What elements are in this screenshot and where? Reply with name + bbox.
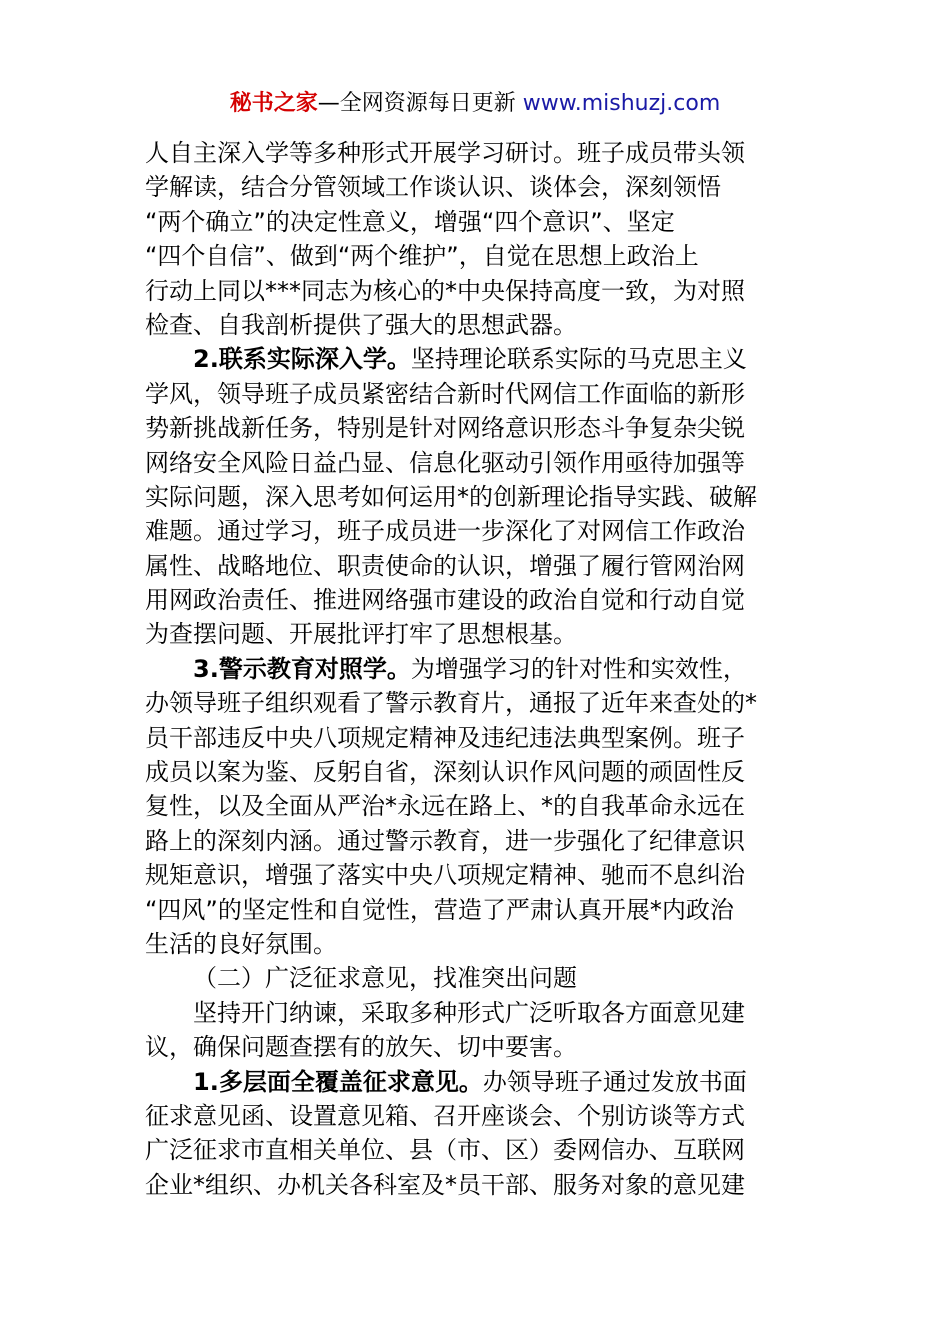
section-heading: 2.联系实际深入学。 — [193, 345, 411, 374]
text-line: 人自主深入学等多种形式开展学习研讨。班子成员带头领 — [145, 139, 745, 167]
site-brand: 秘书之家 — [229, 91, 318, 116]
section-lead-line: 2.联系实际深入学。坚持理论联系实际的马克思主义 — [193, 345, 747, 374]
text-line: 难题。通过学习，班子成员进一步深化了对网信工作政治 — [145, 517, 745, 546]
text-line: “四个自信”、做到“两个维护”，自觉在思想上政治上 — [145, 242, 699, 271]
text-line: 广泛征求市直相关单位、县（市、区）委网信办、互联网 — [145, 1136, 745, 1165]
text-line: 生活的良好氛围。 — [145, 929, 337, 958]
text-line: 势新挑战新任务，特别是针对网络意识形态斗争复杂尖锐 — [145, 414, 745, 443]
text-line: 议，确保问题查摆有的放矢、切中要害。 — [145, 1033, 577, 1062]
text-line: 为查摆问题、开展批评打牢了思想根基。 — [145, 620, 577, 649]
text-line: “两个确立”的决定性意义，增强“四个意识”、坚定 — [145, 207, 675, 236]
text-line: 学风，领导班子成员紧密结合新时代网信工作面临的新形 — [145, 379, 745, 408]
section-lead-line: 3.警示教育对照学。为增强学习的针对性和实效性， — [193, 654, 747, 683]
text-line: 办领导班子组织观看了警示教育片，通报了近年来查处的* — [145, 689, 757, 718]
text-line: 网络安全风险日益凸显、信息化驱动引领作用亟待加强等 — [145, 448, 745, 477]
text-line: 学解读，结合分管领域工作谈认识、谈体会，深刻领悟 — [145, 173, 721, 202]
site-tagline: —全网资源每日更新 — [317, 91, 523, 116]
text-line: “四风”的坚定性和自觉性，营造了严肃认真开展*内政治 — [145, 895, 734, 924]
text-line: 企业*组织、办机关各科室及*员干部、服务对象的意见建 — [145, 1170, 745, 1199]
site-header — [0, 88, 950, 120]
section-heading: 1.多层面全覆盖征求意见。 — [193, 1067, 483, 1096]
text-line: 成员以案为鉴、反躬自省，深刻认识作风问题的顽固性反 — [145, 758, 745, 787]
section-lead-line: 1.多层面全覆盖征求意见。办领导班子通过发放书面 — [193, 1067, 747, 1096]
text-line: 行动上同以***同志为核心的*中央保持高度一致，为对照 — [145, 276, 745, 305]
text-line: 征求意见函、设置意见箱、召开座谈会、个别访谈等方式 — [145, 1101, 745, 1130]
document-body — [145, 136, 810, 1202]
text-line: 检查、自我剖析提供了强大的思想武器。 — [145, 310, 577, 339]
text-line: 路上的深刻内涵。通过警示教育，进一步强化了纪律意识 — [145, 826, 745, 855]
text-line: 属性、战略地位、职责使命的认识，增强了履行管网治网 — [145, 551, 745, 580]
text-line: 规矩意识，增强了落实中央八项规定精神、驰而不息纠治 — [145, 861, 745, 890]
subsection-heading: （二）广泛征求意见，找准突出问题 — [193, 964, 577, 993]
text-line: 坚持开门纳谏，采取多种形式广泛听取各方面意见建 — [193, 998, 745, 1027]
text-line: 复性，以及全面从严治*永远在路上、*的自我革命永远在 — [145, 792, 745, 821]
section-heading: 3.警示教育对照学。 — [193, 654, 411, 683]
text-line: 员干部违反中央八项规定精神及违纪违法典型案例。班子 — [145, 723, 745, 752]
text-line: 用网政治责任、推进网络强市建设的政治自觉和行动自觉 — [145, 586, 745, 615]
text-line: 实际问题，深入思考如何运用*的创新理论指导实践、破解 — [145, 482, 757, 511]
site-url-link[interactable]: www.mishuzj.com — [522, 91, 721, 116]
